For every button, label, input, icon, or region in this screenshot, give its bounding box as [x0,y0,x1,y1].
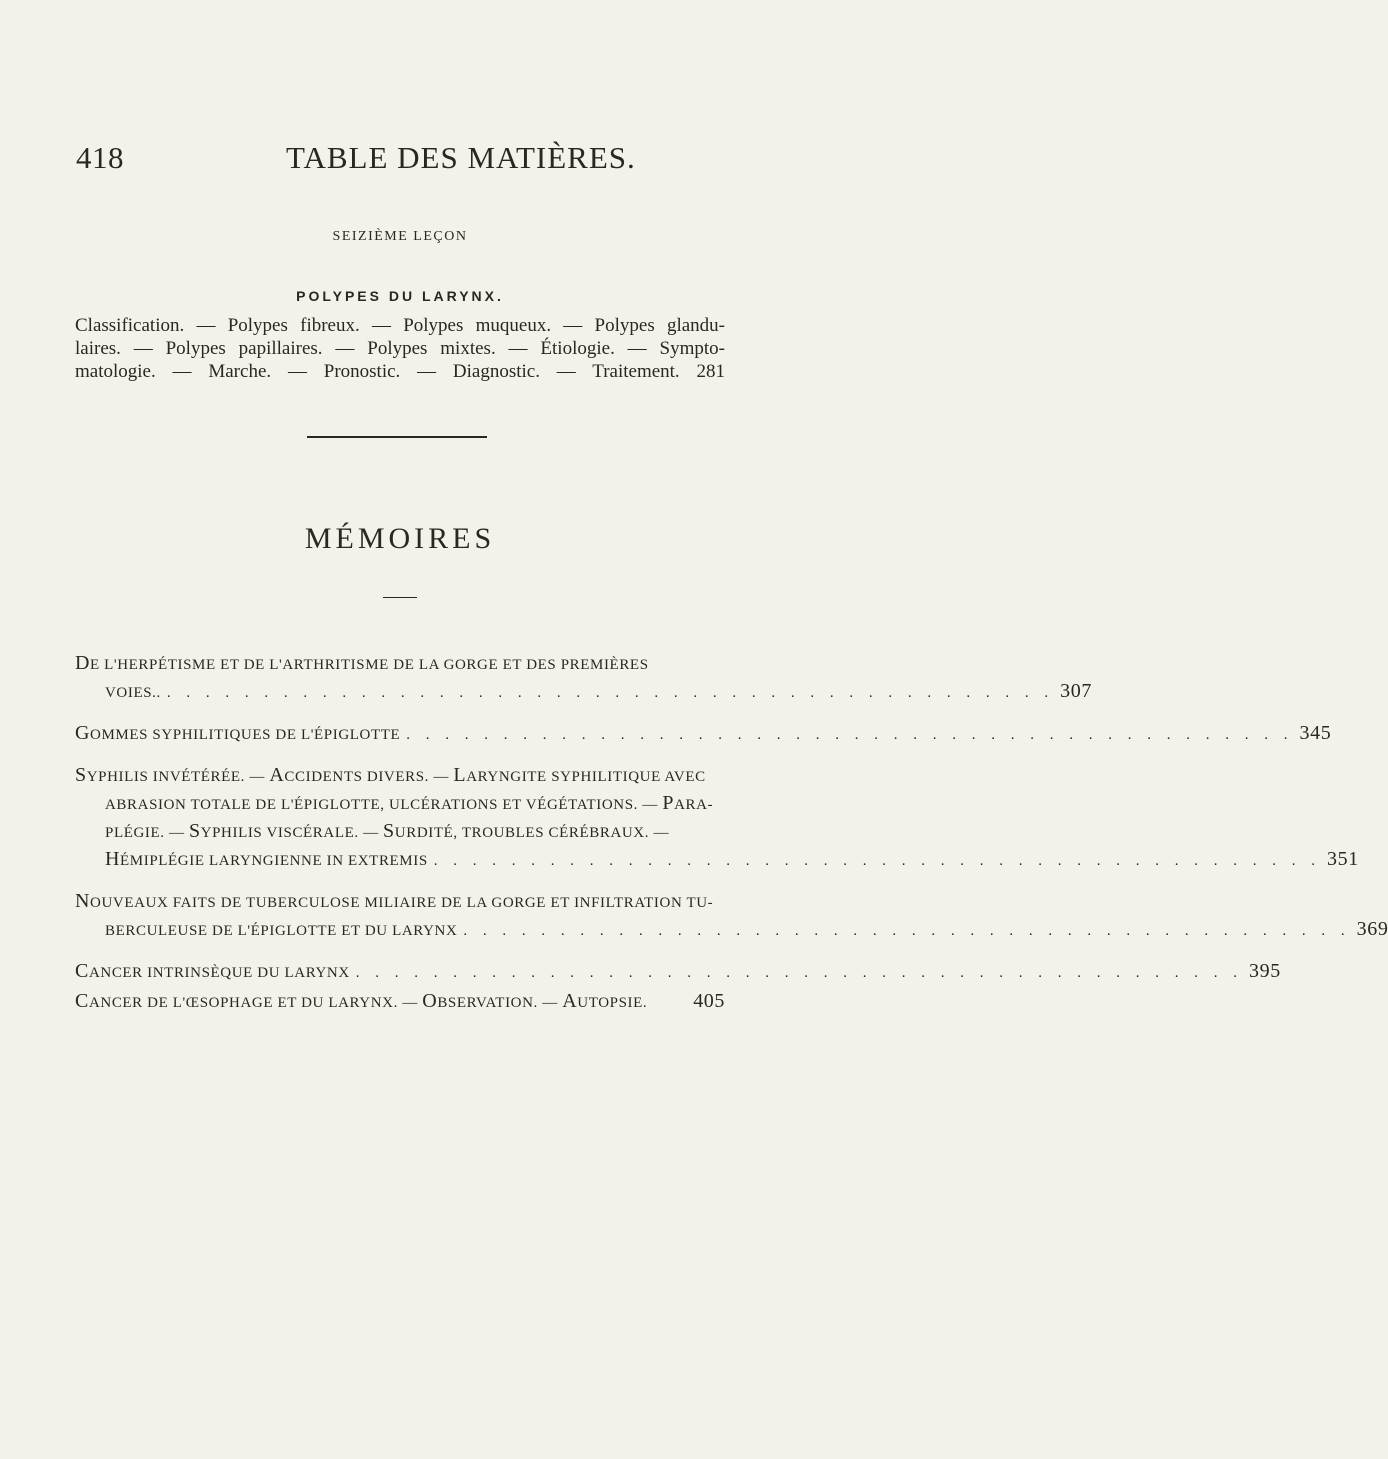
toc-entry-line: DE L'HERPÉTISME ET DE L'ARTHRITISME DE LA GORGE ET DES PREMIÈRES [75,652,649,674]
title-underline [383,597,417,598]
toc-entry-line: GOMMES SYPHILITIQUES DE L'ÉPIGLOTTE [75,722,401,744]
page-number: 418 [76,140,124,175]
toc-entry-line: VOIES.. [105,685,161,701]
toc-entry-line: PLÉGIE. — SYPHILIS VISCÉRALE. — SURDITÉ, TROUBLES CÉRÉBRAUX. — [105,820,670,842]
toc-entry-line: SYPHILIS INVÉTÉRÉE. — ACCIDENTS DIVERS. — LARYNGITE SYPHILITIQUE AVEC [75,764,706,786]
toc-entry-line: CANCER DE L'ŒSOPHAGE ET DU LARYNX. — OBSERVATION. — AUTOPSIE. [75,990,648,1012]
toc-entry-line: ABRASION TOTALE DE L'ÉPIGLOTTE, ULCÉRATIONS ET VÉGÉTATIONS. — PARA- [105,792,714,814]
running-title: TABLE DES MATIÈRES. [286,140,636,175]
toc-entry-line: CANCER INTRINSÈQUE DU LARYNX [75,960,350,982]
table-of-contents [75,650,1388,1030]
toc-entry [75,958,1281,986]
toc-page-number: 405 [693,990,725,1012]
leader-dots: . . . . . . . . . . . . . . . . . . . . . . . . . . . . . . . . . . . . . . . . . . . . . . [406,727,1294,743]
toc-entry-line: HÉMIPLÉGIE LARYNGIENNE IN EXTREMIS [105,848,428,870]
toc-entry-line: NOUVEAUX FAITS DE TUBERCULOSE MILIAIRE DE LA GORGE ET INFILTRATION TU- [75,890,714,912]
toc-entry [75,720,1332,748]
leader-dots: . . . . . . . . . . . . . . . . . . . . . . . . . . . . . . . . . . . . . . . . . . . . . . [433,853,1322,869]
lecon-summary-line: matologie. — Marche. — Pronostic. — Diagnostic. — Traitement. 281 [75,361,725,382]
toc-page-number: 369 [1356,918,1388,940]
lecon-summary-line: laires. — Polypes papillaires. — Polypes mixtes. — Étiologie. — Sympto- [75,338,725,359]
leader-dots: . . . . . . . . . . . . . . . . . . . . . . . . . . . . . . . . . . . . . . . . . . . . . . [166,685,1055,701]
lecon-summary [75,314,725,383]
section-title: MÉMOIRES [304,522,496,555]
toc-entry [75,988,725,1016]
toc-page-number: 351 [1327,848,1359,870]
toc-entry [75,650,1092,706]
lecon-number: SEIZIÈME LEÇON [332,229,468,244]
leader-dots: . . . . . . . . . . . . . . . . . . . . . . . . . . . . . . . . . . . . . . . . . . . . . . [355,965,1244,981]
section-divider [307,436,487,438]
lecon-summary-line: Classification. — Polypes fibreux. — Polypes muqueux. — Polypes glandu- [75,315,725,336]
lecon-title: POLYPES DU LARYNX. [296,288,504,304]
toc-entry [75,762,1359,874]
leader-dots: . . . . . . . . . . . . . . . . . . . . . . . . . . . . . . . . . . . . . . . . . . . . . . [463,923,1351,939]
toc-page-number: 345 [1299,722,1332,744]
toc-entry-line: BERCULEUSE DE L'ÉPIGLOTTE ET DU LARYNX [105,923,458,939]
toc-page-number: 395 [1249,960,1281,982]
toc-page-number: 307 [1060,680,1092,702]
toc-entry [75,888,1388,944]
